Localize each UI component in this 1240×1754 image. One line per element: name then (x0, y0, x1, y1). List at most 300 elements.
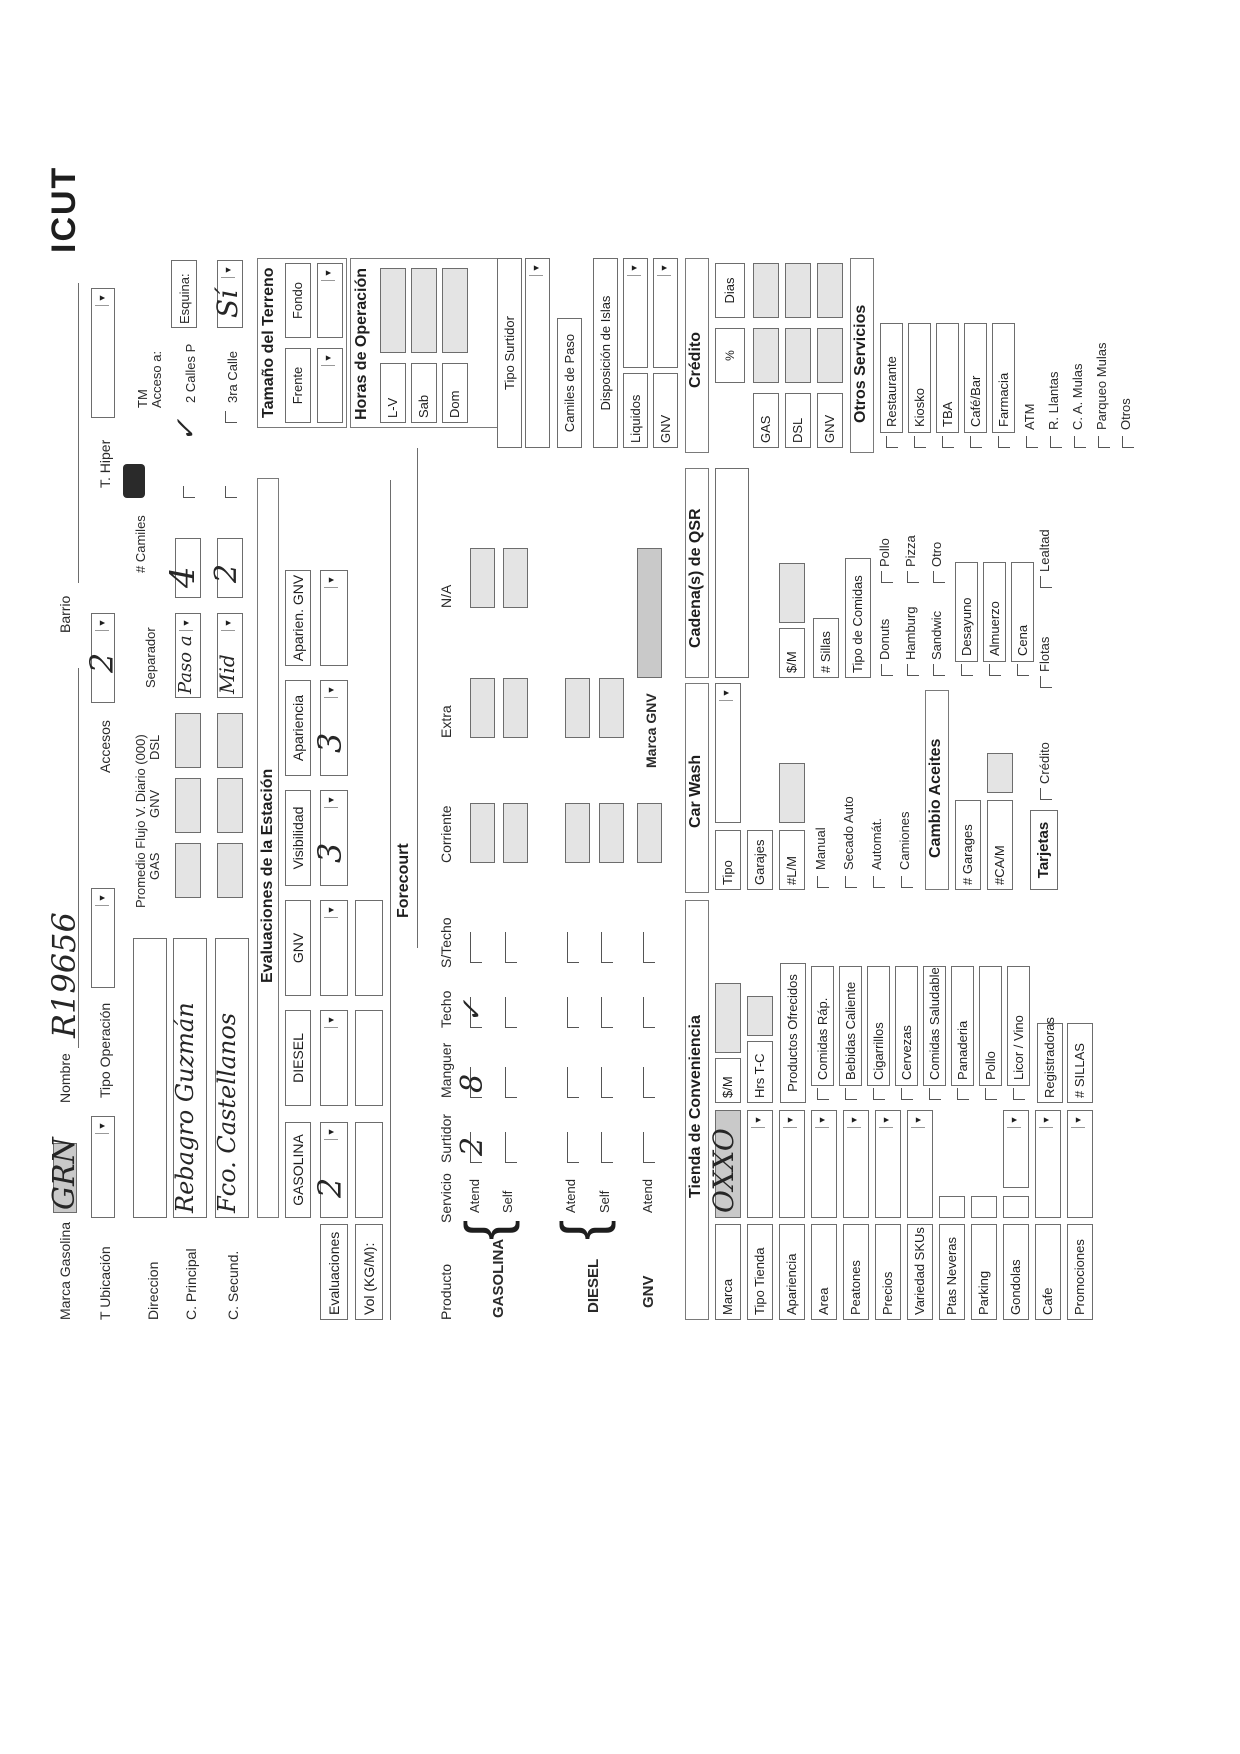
gas-self-manguer[interactable] (505, 1067, 517, 1098)
gnv-flow-field-2[interactable] (217, 778, 243, 833)
lealtad-label: Lealtad (1037, 529, 1052, 572)
cigarrillos-label: Cigarrillos (867, 966, 890, 1086)
sandwic-checkbox[interactable] (933, 664, 945, 676)
accesos-label: Accesos (97, 720, 113, 773)
diesel-atend-techo[interactable] (567, 997, 579, 1028)
bebidas-checkbox[interactable] (845, 1088, 857, 1100)
chevron-down-icon: ▼ (95, 891, 109, 906)
atm-label: ATM (1022, 403, 1037, 430)
gas-atend-s-techo[interactable] (470, 932, 482, 963)
servicio-label: Servicio (438, 1173, 454, 1223)
farmacia-label: Farmacia (992, 323, 1015, 433)
chevron-down-icon: ▼ (321, 351, 335, 366)
col-surtidor: Surtidor (438, 1113, 454, 1163)
comidas-rap-checkbox[interactable] (817, 1088, 829, 1100)
nombre-label: Nombre (57, 1053, 73, 1103)
accesos-value: 2 (83, 652, 121, 673)
t-ubicacion-label: T Ubicación (97, 1246, 113, 1320)
cervezas-label: Cervezas (895, 966, 918, 1086)
chevron-down-icon: ▼ (719, 686, 733, 701)
gas-flow-label: GAS (147, 852, 162, 880)
chevron-down-icon: ▼ (324, 903, 338, 918)
gas-self-techo[interactable] (505, 997, 517, 1028)
credito-pct-label: % (715, 328, 745, 383)
fondo-select[interactable] (317, 263, 343, 338)
camiles-paso-label: Camiles de Paso (557, 318, 582, 448)
ptas-neveras-field[interactable] (939, 1196, 965, 1218)
vol-gasolina-field[interactable] (355, 1122, 383, 1218)
producto-label: Producto (438, 1263, 454, 1320)
c-secund-label: C. Secund. (225, 1250, 241, 1320)
llantas-label: R. Llantas (1046, 371, 1061, 430)
chevron-down-icon: ▼ (627, 261, 641, 276)
acceso-label: Acceso a: (149, 350, 164, 408)
hrs-tc-field[interactable] (747, 996, 773, 1036)
promedio-label: Promedio Flujo V. Diario (000) (133, 734, 148, 908)
qsr-pollo-checkbox[interactable] (881, 571, 893, 583)
otros-checkbox[interactable] (1122, 436, 1134, 448)
otros-label: Otros (1118, 398, 1133, 430)
precios-select[interactable] (875, 1110, 901, 1218)
vol-label: Vol (KG/M): (355, 1224, 383, 1320)
camiles-value-2: 2 (209, 563, 244, 583)
evaluaciones-title: Evaluaciones de la Estación (259, 768, 276, 983)
carwash-tipo-label: Tipo (715, 830, 741, 890)
col-visibilidad: Visibilidad (285, 790, 311, 886)
panaderia-label: Panaderia (951, 966, 974, 1086)
manual-label: Manual (813, 827, 828, 870)
credito-gnv-label: GNV (817, 393, 843, 448)
gas-atend-na[interactable] (470, 548, 495, 608)
peatones-label: Peatones (843, 1224, 869, 1320)
eval-apariencia-select[interactable] (320, 680, 348, 776)
calles-label: 2 Calles P (183, 343, 198, 403)
gas-atend-extra[interactable] (470, 678, 495, 738)
cena-checkbox[interactable] (1017, 664, 1029, 676)
gas-self-surtidor[interactable] (505, 1132, 517, 1163)
marca-gasolina-label: Marca Gasolina (57, 1221, 73, 1320)
eval-apariencia-value: 3 (311, 732, 349, 753)
manual-checkbox[interactable] (817, 876, 829, 888)
cafe-select[interactable] (1035, 1110, 1061, 1218)
c-principal-label: C. Principal (183, 1248, 199, 1320)
comidas-saludable-checkbox[interactable] (929, 1088, 941, 1100)
registradoras-label: Registradoras (1037, 1023, 1063, 1103)
comidas-saludable-label: Comidas Saludable (923, 966, 946, 1086)
variedad-label: Variedad SKUs (907, 1224, 933, 1320)
esquina-label: Esquina: (177, 273, 192, 324)
gas-self-corriente[interactable] (503, 803, 528, 863)
marca-gnv-field[interactable] (637, 548, 662, 678)
panaderia-checkbox[interactable] (957, 1088, 969, 1100)
kiosko-checkbox[interactable] (914, 436, 926, 448)
col-aparien-gnv: Aparien. GNV (285, 570, 311, 666)
donuts-label: Donuts (877, 618, 892, 660)
diesel-label: DIESEL (585, 1258, 602, 1313)
tipo-surtidor-label: Tipo Surtidor (497, 258, 522, 448)
diesel-self-techo[interactable] (601, 997, 613, 1028)
llantas-checkbox[interactable] (1050, 436, 1062, 448)
survey-form (45, 128, 1145, 1328)
t-hiper-label: T. Hiper (97, 439, 113, 488)
eval-visibilidad-select[interactable] (320, 790, 348, 886)
chevron-down-icon: ▼ (324, 683, 338, 698)
qsr-pollo-label: Pollo (877, 538, 892, 567)
col-gnv: GNV (285, 900, 311, 996)
tipo-tienda-select[interactable] (747, 1110, 773, 1218)
terreno-title: Tamaño del Terreno (260, 267, 277, 418)
credito-opt-label: Crédito (1037, 742, 1052, 784)
ca-mulas-label: C. A. Mulas (1070, 363, 1085, 430)
credito-dsl-label: DSL (785, 393, 811, 448)
diesel-self-surtidor[interactable] (601, 1132, 613, 1163)
carwash-lm-field[interactable] (779, 763, 805, 823)
horas-sab-label: Sab (411, 363, 437, 423)
checkbox[interactable] (225, 486, 237, 498)
cafe-bar-checkbox[interactable] (970, 436, 982, 448)
liquidos-label: Liquidos (623, 373, 648, 448)
gas-atend-corriente[interactable] (470, 803, 495, 863)
kiosko-label: Kiosko (908, 323, 931, 433)
almuerzo-label: Almuerzo (983, 562, 1006, 662)
esquina-value: Sí (211, 289, 244, 318)
gnv-islas-select[interactable] (653, 258, 678, 368)
tienda-sm-label: $/M (715, 1058, 741, 1103)
gnv-flow-label: GNV (147, 789, 162, 818)
almuerzo-checkbox[interactable] (989, 664, 1001, 676)
separador-value: Paso a (175, 635, 196, 694)
area-select[interactable] (811, 1110, 837, 1218)
gnv-atend-s-techo[interactable] (643, 932, 655, 963)
eval-gasolina-value: 2 (311, 1177, 349, 1198)
chevron-down-icon: ▼ (95, 291, 109, 306)
horas-title: Horas de Operación (353, 267, 370, 420)
gas-flow-field[interactable] (175, 843, 201, 898)
cafe-bar-label: Café/Bar (964, 323, 987, 433)
chevron-down-icon: ▼ (324, 1013, 338, 1028)
camiones-label: Camiones (897, 811, 912, 870)
variedad-select[interactable] (907, 1110, 933, 1218)
credito-dsl-dias[interactable] (785, 263, 811, 318)
techo-value: ✓ (455, 999, 488, 1023)
apariencia-label: Apariencia (779, 1224, 805, 1320)
tienda-marca-value: OXXO (707, 1128, 740, 1213)
chevron-down-icon: ▼ (324, 793, 338, 808)
hamburg-checkbox[interactable] (907, 664, 919, 676)
tienda-sm-field[interactable] (715, 983, 741, 1053)
chevron-down-icon: ▼ (815, 1113, 829, 1128)
credito-checkbox[interactable] (1040, 788, 1052, 800)
credito-dsl-pct[interactable] (785, 328, 811, 383)
sandwic-label: Sandwic (929, 610, 944, 660)
tipo-operacion-select[interactable] (91, 888, 115, 988)
t-hiper-select[interactable] (91, 288, 115, 418)
restaurante-checkbox[interactable] (886, 436, 898, 448)
chevron-down-icon: ▼ (221, 263, 235, 278)
col-manguer: Manguer (438, 1042, 454, 1098)
chevron-down-icon: ▼ (911, 1113, 925, 1128)
diesel-atend-label: Atend (563, 1179, 578, 1213)
otros-title: Otros Servicios (852, 304, 869, 423)
diesel-atend-manguer[interactable] (567, 1067, 579, 1098)
c-principal-value: Rebagro Guzmán (171, 1002, 199, 1213)
chevron-down-icon: ▼ (179, 616, 193, 631)
surtidor-value: 2 (455, 1136, 490, 1156)
tipo-operacion-label: Tipo Operación (97, 1002, 113, 1098)
tipo-comidas-label: Tipo de Comidas (845, 558, 871, 678)
diesel-atend-extra[interactable] (565, 678, 590, 738)
credito-gas-pct[interactable] (753, 328, 779, 383)
farmacia-checkbox[interactable] (998, 436, 1010, 448)
cambio-cam-field[interactable] (987, 753, 1013, 793)
cigarrillos-checkbox[interactable] (873, 1088, 885, 1100)
chevron-down-icon: ▼ (95, 1119, 109, 1134)
gasolina-atend-label: Atend (467, 1179, 482, 1213)
evaluaciones-row-label: Evaluaciones (320, 1224, 348, 1320)
chevron-down-icon: ▼ (783, 1113, 797, 1128)
manguer-value: 8 (455, 1073, 490, 1093)
pollo-checkbox[interactable] (985, 1088, 997, 1100)
chevron-down-icon: ▼ (95, 616, 109, 631)
brace-icon: { (549, 1219, 616, 1240)
eval-aparien-gnv-select[interactable] (320, 570, 348, 666)
diesel-atend-corriente[interactable] (565, 803, 590, 863)
col-na: N/A (438, 584, 454, 608)
gondolas-select[interactable] (1003, 1110, 1029, 1188)
gnv-atend-corriente[interactable] (637, 803, 662, 863)
promociones-label: Promociones (1067, 1224, 1093, 1320)
atm-checkbox[interactable] (1026, 436, 1038, 448)
cambio-garages-label: # Garages (955, 800, 981, 890)
col-techo: Techo (438, 990, 454, 1028)
desayuno-checkbox[interactable] (961, 664, 973, 676)
tipo-tienda-label: Tipo Tienda (747, 1224, 773, 1320)
credito-gnv-pct[interactable] (817, 328, 843, 383)
diesel-self-label: Self (597, 1190, 612, 1213)
col-corriente: Corriente (438, 805, 454, 863)
tipo-surtidor-select[interactable] (525, 258, 550, 448)
hamburg-label: Hamburg (903, 606, 918, 660)
peatones-select[interactable] (843, 1110, 869, 1218)
camiles-label: # Camiles (133, 515, 148, 573)
otro-label: Otro (929, 541, 944, 567)
diesel-atend-surtidor[interactable] (567, 1132, 579, 1163)
gnv-atend-manguer[interactable] (643, 1067, 655, 1098)
carwash-tipo-select[interactable] (715, 683, 741, 823)
promociones-select[interactable] (1067, 1110, 1093, 1218)
gnv-atend-surtidor[interactable] (643, 1132, 655, 1163)
tienda-title: Tienda de Conveniencia (687, 1015, 704, 1198)
credito-dias-label: Dias (715, 263, 745, 318)
direccion-label: Direccion (145, 1261, 161, 1320)
eval-visibilidad-value: 3 (311, 842, 349, 863)
pizza-label: Pizza (903, 535, 918, 567)
separador-label: Separador (143, 627, 158, 688)
eval-diesel-select[interactable] (320, 1010, 348, 1106)
parqueo-mulas-label: Parqueo Mulas (1094, 342, 1109, 430)
qsr-sm-field[interactable] (779, 563, 805, 623)
bebidas-label: Bebidas Caliente (839, 966, 862, 1086)
gnv-flow-field[interactable] (175, 778, 201, 833)
chevron-down-icon: ▼ (324, 1125, 338, 1140)
barrio-label: Barrio (57, 595, 73, 633)
qsr-title: Cadena(s) de QSR (687, 508, 704, 648)
parqueo-mulas-checkbox[interactable] (1098, 436, 1110, 448)
chevron-down-icon: ▼ (1007, 1113, 1021, 1128)
horas-sab-field[interactable] (411, 268, 437, 353)
nombre-value: R19656 (45, 912, 83, 1038)
gasolina-self-label: Self (500, 1190, 515, 1213)
diesel-self-s-techo[interactable] (601, 932, 613, 963)
tba-checkbox[interactable] (942, 436, 954, 448)
disposicion-label: Disposición de Islas (593, 258, 618, 448)
cervezas-checkbox[interactable] (901, 1088, 913, 1100)
tercera-calle-checkbox[interactable] (225, 411, 237, 423)
cambio-cam-label: #CA/M (987, 800, 1013, 890)
frente-label: Frente (285, 348, 311, 423)
licor-label: Licor / Vino (1007, 966, 1030, 1086)
gas-flow-field-2[interactable] (217, 843, 243, 898)
diesel-self-extra[interactable] (599, 678, 624, 738)
tarjetas-label: Tarjetas (1030, 810, 1058, 890)
credito-gnv-dias[interactable] (817, 263, 843, 318)
diesel-atend-s-techo[interactable] (567, 932, 579, 963)
tm-checkbox[interactable] (183, 486, 195, 498)
chevron-down-icon: ▼ (751, 1113, 765, 1128)
qsr-field[interactable] (715, 468, 749, 678)
tercera-calle-label: 3ra Calle (225, 350, 240, 403)
gnv-islas-label: GNV (653, 373, 678, 448)
eval-gasolina-select[interactable] (320, 1122, 348, 1218)
t-ubicacion-select[interactable] (91, 1116, 115, 1218)
qsr-sm-label: $/M (779, 628, 805, 678)
pollo-label: Pollo (979, 966, 1002, 1086)
camiones-checkbox[interactable] (901, 876, 913, 888)
automat-label: Automát. (869, 817, 884, 870)
sillas-label: # SILLAS (1067, 1023, 1093, 1103)
tienda-marca-label: Marca (715, 1224, 741, 1320)
marca-gasolina-value: GRN (47, 1137, 82, 1210)
precios-label: Precios (875, 1224, 901, 1320)
secado-label: Secado Auto (841, 796, 856, 870)
automat-checkbox[interactable] (873, 876, 885, 888)
area-label: Area (811, 1224, 837, 1320)
diesel-self-manguer[interactable] (601, 1067, 613, 1098)
tm-label: TM (135, 389, 150, 408)
qsr-sillas-label: # Sillas (813, 618, 839, 678)
gnv-atend-techo[interactable] (643, 997, 655, 1028)
chevron-down-icon: ▼ (221, 616, 235, 631)
separador-value-2: Mid (215, 654, 239, 694)
forecourt-title: Forecourt (395, 843, 412, 918)
productos-label: Productos Ofrecidos (780, 963, 806, 1103)
flotas-checkbox[interactable] (1040, 676, 1052, 688)
gnv-label: GNV (640, 1275, 657, 1308)
desayuno-label: Desayuno (955, 562, 978, 662)
lealtad-checkbox[interactable] (1040, 576, 1052, 588)
secado-checkbox[interactable] (845, 876, 857, 888)
c-secund-value: Fco. Castellanos (213, 1012, 241, 1213)
col-apariencia: Apariencia (285, 680, 311, 776)
fondo-label: Fondo (285, 263, 311, 338)
horas-lv-field[interactable] (380, 268, 406, 353)
brace-icon: { (453, 1219, 520, 1240)
gnv-atend-label: Atend (640, 1179, 655, 1213)
direccion-field[interactable] (133, 938, 167, 1218)
restaurante-label: Restaurante (880, 323, 903, 433)
traffic-light-icon (123, 464, 145, 498)
carwash-lm-label: #L/M (779, 830, 805, 890)
eval-gnv-select[interactable] (320, 900, 348, 996)
chevron-down-icon: ▼ (1071, 1113, 1085, 1128)
chevron-down-icon: ▼ (1039, 1113, 1053, 1128)
chevron-down-icon: ▼ (529, 261, 543, 276)
gondolas-label: Gondolas (1003, 1224, 1029, 1320)
dsl-flow-label: DSL (147, 734, 162, 760)
cambio-title: Cambio Aceites (927, 738, 944, 858)
dsl-flow-field[interactable] (175, 713, 201, 768)
credito-title: Crédito (687, 332, 704, 388)
licor-checkbox[interactable] (1013, 1088, 1025, 1100)
chevron-down-icon: ▼ (324, 573, 338, 588)
col-extra: Extra (438, 705, 454, 738)
gas-self-s-techo[interactable] (505, 932, 517, 963)
col-s-techo: S/Techo (438, 917, 454, 968)
gas-self-extra[interactable] (503, 678, 528, 738)
flotas-label: Flotas (1037, 636, 1052, 672)
chevron-down-icon: ▼ (657, 261, 671, 276)
otro-checkbox[interactable] (933, 571, 945, 583)
cafe-label: Cafe (1035, 1224, 1061, 1320)
parking-label: Parking (971, 1224, 997, 1320)
dsl-flow-field-2[interactable] (217, 713, 243, 768)
marca-gnv-label: Marca GNV (643, 693, 659, 768)
apariencia-select[interactable] (779, 1110, 805, 1218)
camiles-value: 4 (163, 566, 203, 588)
horas-lv-label: L-V (380, 363, 406, 423)
chevron-down-icon: ▼ (321, 266, 335, 281)
tba-label: TBA (936, 323, 959, 433)
donuts-checkbox[interactable] (881, 664, 893, 676)
diesel-self-corriente[interactable] (599, 803, 624, 863)
credito-gas-label: GAS (753, 393, 779, 448)
ptas-neveras-label: Ptas Neveras (939, 1224, 965, 1320)
frente-select[interactable] (317, 348, 343, 423)
carwash-title: Car Wash (687, 754, 704, 828)
hrs-tc-label: Hrs T-C (747, 1041, 773, 1103)
brand-logo: ICUT (45, 165, 83, 253)
gas-self-na[interactable] (503, 548, 528, 608)
cena-label: Cena (1011, 562, 1034, 662)
vol-diesel-field[interactable] (355, 1010, 383, 1106)
vol-gnv-field[interactable] (355, 900, 383, 996)
ca-mulas-checkbox[interactable] (1074, 436, 1086, 448)
gondolas-field[interactable] (1003, 1196, 1029, 1218)
liquidos-select[interactable] (623, 258, 648, 368)
comidas-rap-label: Comidas Ráp. (811, 966, 834, 1086)
col-gasolina: GASOLINA (285, 1122, 311, 1218)
horas-dom-label: Dom (442, 363, 468, 423)
credito-gas-dias[interactable] (753, 263, 779, 318)
horas-dom-field[interactable] (442, 268, 468, 353)
carwash-garajes-label: Garajes (747, 830, 773, 890)
pizza-checkbox[interactable] (907, 571, 919, 583)
parking-field[interactable] (971, 1196, 997, 1218)
chevron-down-icon: ▼ (879, 1113, 893, 1128)
chevron-down-icon: ▼ (847, 1113, 861, 1128)
checkmark-icon: ✓ (169, 418, 202, 442)
col-diesel: DIESEL (285, 1010, 311, 1106)
